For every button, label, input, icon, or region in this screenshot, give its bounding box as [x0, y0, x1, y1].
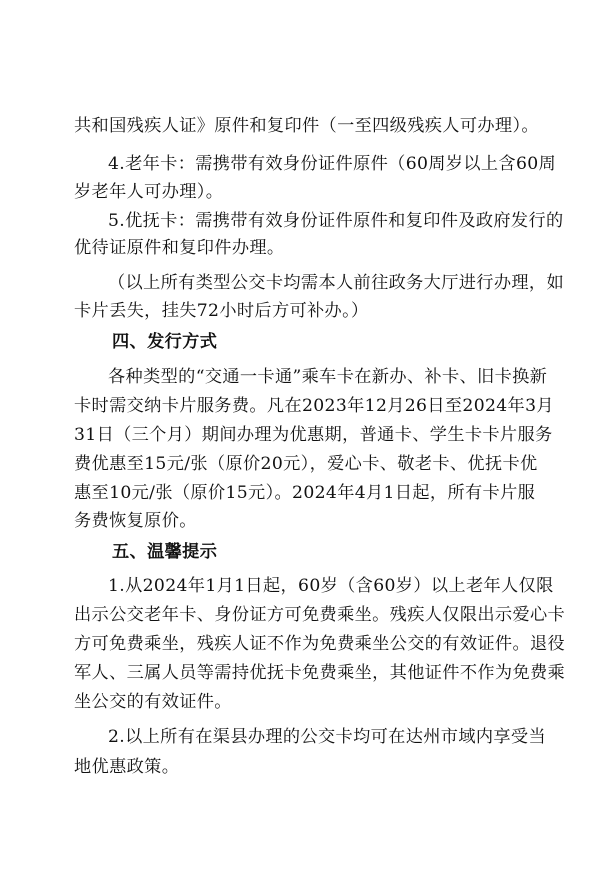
text-line: 卡时需交纳卡片服务费。凡在2023年12月26日至2024年3月 — [74, 396, 554, 416]
text-line: 5.优抚卡：需携带有效身份证件原件和复印件及政府发行的 — [108, 211, 564, 231]
text-line: 费优惠至15元/张（原价20元），爱心卡、敬老卡、优抚卡优 — [74, 454, 538, 474]
text-line: 岁老年人可办理）。 — [74, 182, 224, 202]
text-line: 务费恢复原价。 — [74, 511, 197, 531]
section-heading: 四、发行方式 — [112, 332, 218, 352]
text-line: 卡片丢失，挂失72小时后方可补办。） — [74, 301, 369, 321]
text-line: （以上所有类型公交卡均需本人前往政务大厅进行办理，如 — [108, 273, 564, 293]
text-line: 优待证原件和复印件办理。 — [74, 238, 285, 258]
text-line: 1.从2024年1月1日起，60岁（含60岁）以上老年人仅限 — [108, 576, 554, 596]
text-line: 地优惠政策。 — [74, 757, 180, 777]
text-line: 惠至10元/张（原价15元）。2024年4月1日起，所有卡片服 — [74, 483, 536, 503]
text-line: 军人、三属人员等需持优抚卡免费乘坐，其他证件不作为免费乘 — [74, 663, 566, 683]
text-line: 各种类型的“交通一卡通”乘车卡在新办、补卡、旧卡换新 — [108, 367, 548, 387]
text-line: 4.老年卡：需携带有效身份证件原件（60周岁以上含60周 — [108, 154, 557, 174]
section-heading: 五、温馨提示 — [112, 542, 218, 562]
text-line: 31日（三个月）期间办理为优惠期，普通卡、学生卡卡片服务 — [74, 425, 553, 445]
text-line: 共和国残疾人证》原件和复印件（一至四级残疾人可办理）。 — [74, 116, 539, 136]
text-line: 方可免费乘坐，残疾人证不作为免费乘坐公交的有效证件。退役 — [74, 634, 566, 654]
text-line: 2.以上所有在渠县办理的公交卡均可在达州市域内享受当 — [108, 727, 547, 747]
text-line: 坐公交的有效证件。 — [74, 692, 232, 712]
text-line: 出示公交老年卡、身份证方可免费乘坐。残疾人仅限出示爱心卡 — [74, 605, 566, 625]
